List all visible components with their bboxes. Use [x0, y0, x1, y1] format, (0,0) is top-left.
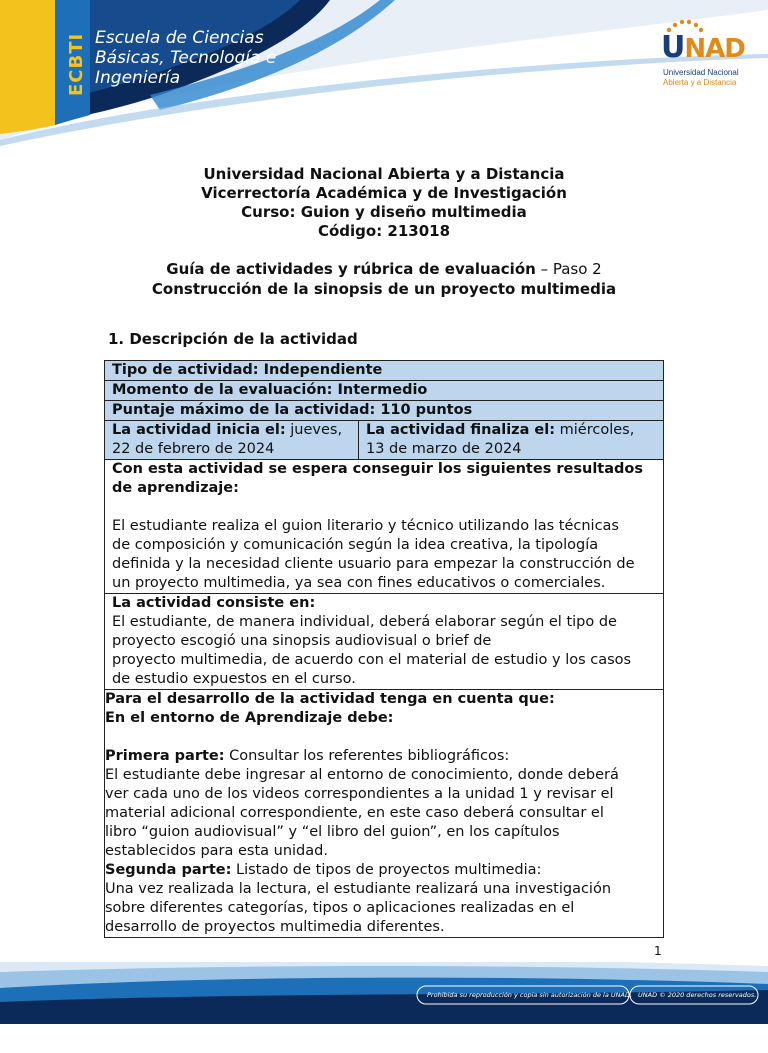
activity-consists-title: La actividad consiste en:	[112, 595, 316, 611]
activity-consists-cell	[105, 594, 664, 690]
end-date-weekday: miércoles,	[555, 422, 635, 438]
evaluation-moment-cell: Momento de la evaluación: Intermedio	[105, 381, 664, 401]
second-part-description: Listado de tipos de proyectos multimedia:	[231, 862, 542, 878]
guide-step: – Paso 2	[535, 260, 602, 278]
second-part-line: Una vez realizada la lectura, el estudiante realizará una investigación	[105, 881, 612, 897]
first-part-line: El estudiante debe ingresar al entorno de conocimiento, donde deberá	[105, 767, 619, 783]
unad-logo-subtitle-2: Abierta y a Distancia	[663, 78, 737, 87]
school-name-line3: Ingeniería	[95, 68, 181, 88]
table-row-puntaje	[105, 401, 664, 421]
activity-table	[104, 360, 664, 938]
title-course: Curso: Guion y diseño multimedia	[241, 203, 527, 221]
end-date-cell	[359, 421, 664, 460]
activity-consists-line: de estudio expuestos en el curso.	[112, 671, 356, 687]
table-row-consiste	[105, 594, 664, 690]
activity-consists-line: proyecto multimedia, de acuerdo con el material de estudio y los casos	[112, 652, 632, 668]
guide-line1	[0, 259, 768, 279]
table-row-resultados	[105, 460, 664, 594]
start-date-label: La actividad inicia el:	[112, 422, 286, 438]
ecbti-label: ECBTI	[66, 32, 87, 96]
activity-consists-line: El estudiante, de manera individual, deberá elaborar según el tipo de	[112, 614, 617, 630]
section-title: 1. Descripción de la actividad	[108, 330, 358, 348]
second-part-heading	[105, 861, 663, 880]
first-part-line: ver cada uno de los videos correspondientes a la unidad 1 y revisar el	[105, 786, 614, 802]
table-row-desarrollo	[105, 690, 664, 938]
title-vicerrectoria: Vicerrectoría Académica y de Investigación	[201, 184, 567, 202]
guide-title-bold: Guía de actividades y rúbrica de evaluación	[166, 260, 536, 278]
first-part-heading	[105, 747, 663, 766]
first-part-line: material adicional correspondiente, en este caso deberá consultar el	[105, 805, 604, 821]
development-title-1: Para el desarrollo de la actividad tenga en cuenta que:	[105, 691, 555, 707]
start-date-weekday: jueves,	[285, 422, 343, 438]
guide-line2: Construcción de la sinopsis de un proyecto multimedia	[151, 280, 617, 298]
guide-heading	[0, 259, 768, 299]
footer-copyright: UNAD © 2020 derechos reservados.	[638, 991, 757, 999]
learning-outcomes-title-1: Con esta actividad se espera conseguir los siguientes resultados	[112, 461, 643, 477]
unad-logo	[655, 18, 750, 88]
table-row-tipo	[105, 361, 664, 381]
unad-logo-word: UNAD	[661, 30, 745, 65]
document-titles	[0, 165, 768, 241]
title-code: Código: 213018	[317, 222, 451, 240]
table-row-dates	[105, 421, 664, 460]
learning-outcomes-title-2: de aprendizaje:	[112, 480, 239, 496]
first-part-description: Consultar los referentes bibliográficos:	[224, 748, 510, 764]
start-date-value: 22 de febrero de 2024	[112, 441, 275, 457]
max-score-cell: Puntaje máximo de la actividad: 110 puntos	[105, 401, 664, 421]
second-part-line: desarrollo de proyectos multimedia diferentes.	[105, 919, 445, 935]
end-date-value: 13 de marzo de 2024	[366, 441, 522, 457]
school-name	[95, 28, 276, 88]
start-date-cell	[105, 421, 359, 460]
second-part-line: sobre diferentes categorías, tipos o aplicaciones realizadas en el	[105, 900, 575, 916]
end-date-label: La actividad finaliza el:	[366, 422, 556, 438]
second-part-label: Segunda parte:	[105, 862, 232, 878]
learning-outcomes-line: El estudiante realiza el guion literario y técnico utilizando las técnicas	[112, 518, 619, 534]
unad-logo-subtitle-1: Universidad Nacional	[663, 68, 739, 77]
activity-type-cell: Tipo de actividad: Independiente	[105, 361, 664, 381]
learning-outcomes-cell	[105, 460, 664, 594]
development-title-2: En el entorno de Aprendizaje debe:	[105, 710, 394, 726]
first-part-label: Primera parte:	[105, 748, 225, 764]
footer-notice: Prohibida su reproducción y copia sin autorización de la UNAD.	[427, 991, 633, 999]
first-part-line: establecidos para esta unidad.	[105, 843, 328, 859]
activity-consists-line: proyecto escogió una sinopsis audiovisual o brief de	[112, 633, 492, 649]
learning-outcomes-line: definida y la necesidad cliente usuario para empezar la construcción de	[112, 556, 635, 572]
development-cell	[105, 690, 664, 938]
school-name-line2: Básicas, Tecnología e	[95, 48, 277, 68]
page-number: 1	[654, 944, 662, 958]
learning-outcomes-line: un proyecto multimedia, ya sea con fines educativos o comerciales.	[112, 575, 606, 591]
title-university: Universidad Nacional Abierta y a Distancia	[203, 165, 565, 183]
first-part-line: libro “guion audiovisual” y “el libro del guion”, en los capítulos	[105, 824, 560, 840]
learning-outcomes-line: de composición y comunicación según la idea creativa, la tipología	[112, 537, 599, 553]
table-row-momento	[105, 381, 664, 401]
school-name-line1: Escuela de Ciencias	[95, 28, 264, 48]
page-header	[0, 0, 768, 150]
